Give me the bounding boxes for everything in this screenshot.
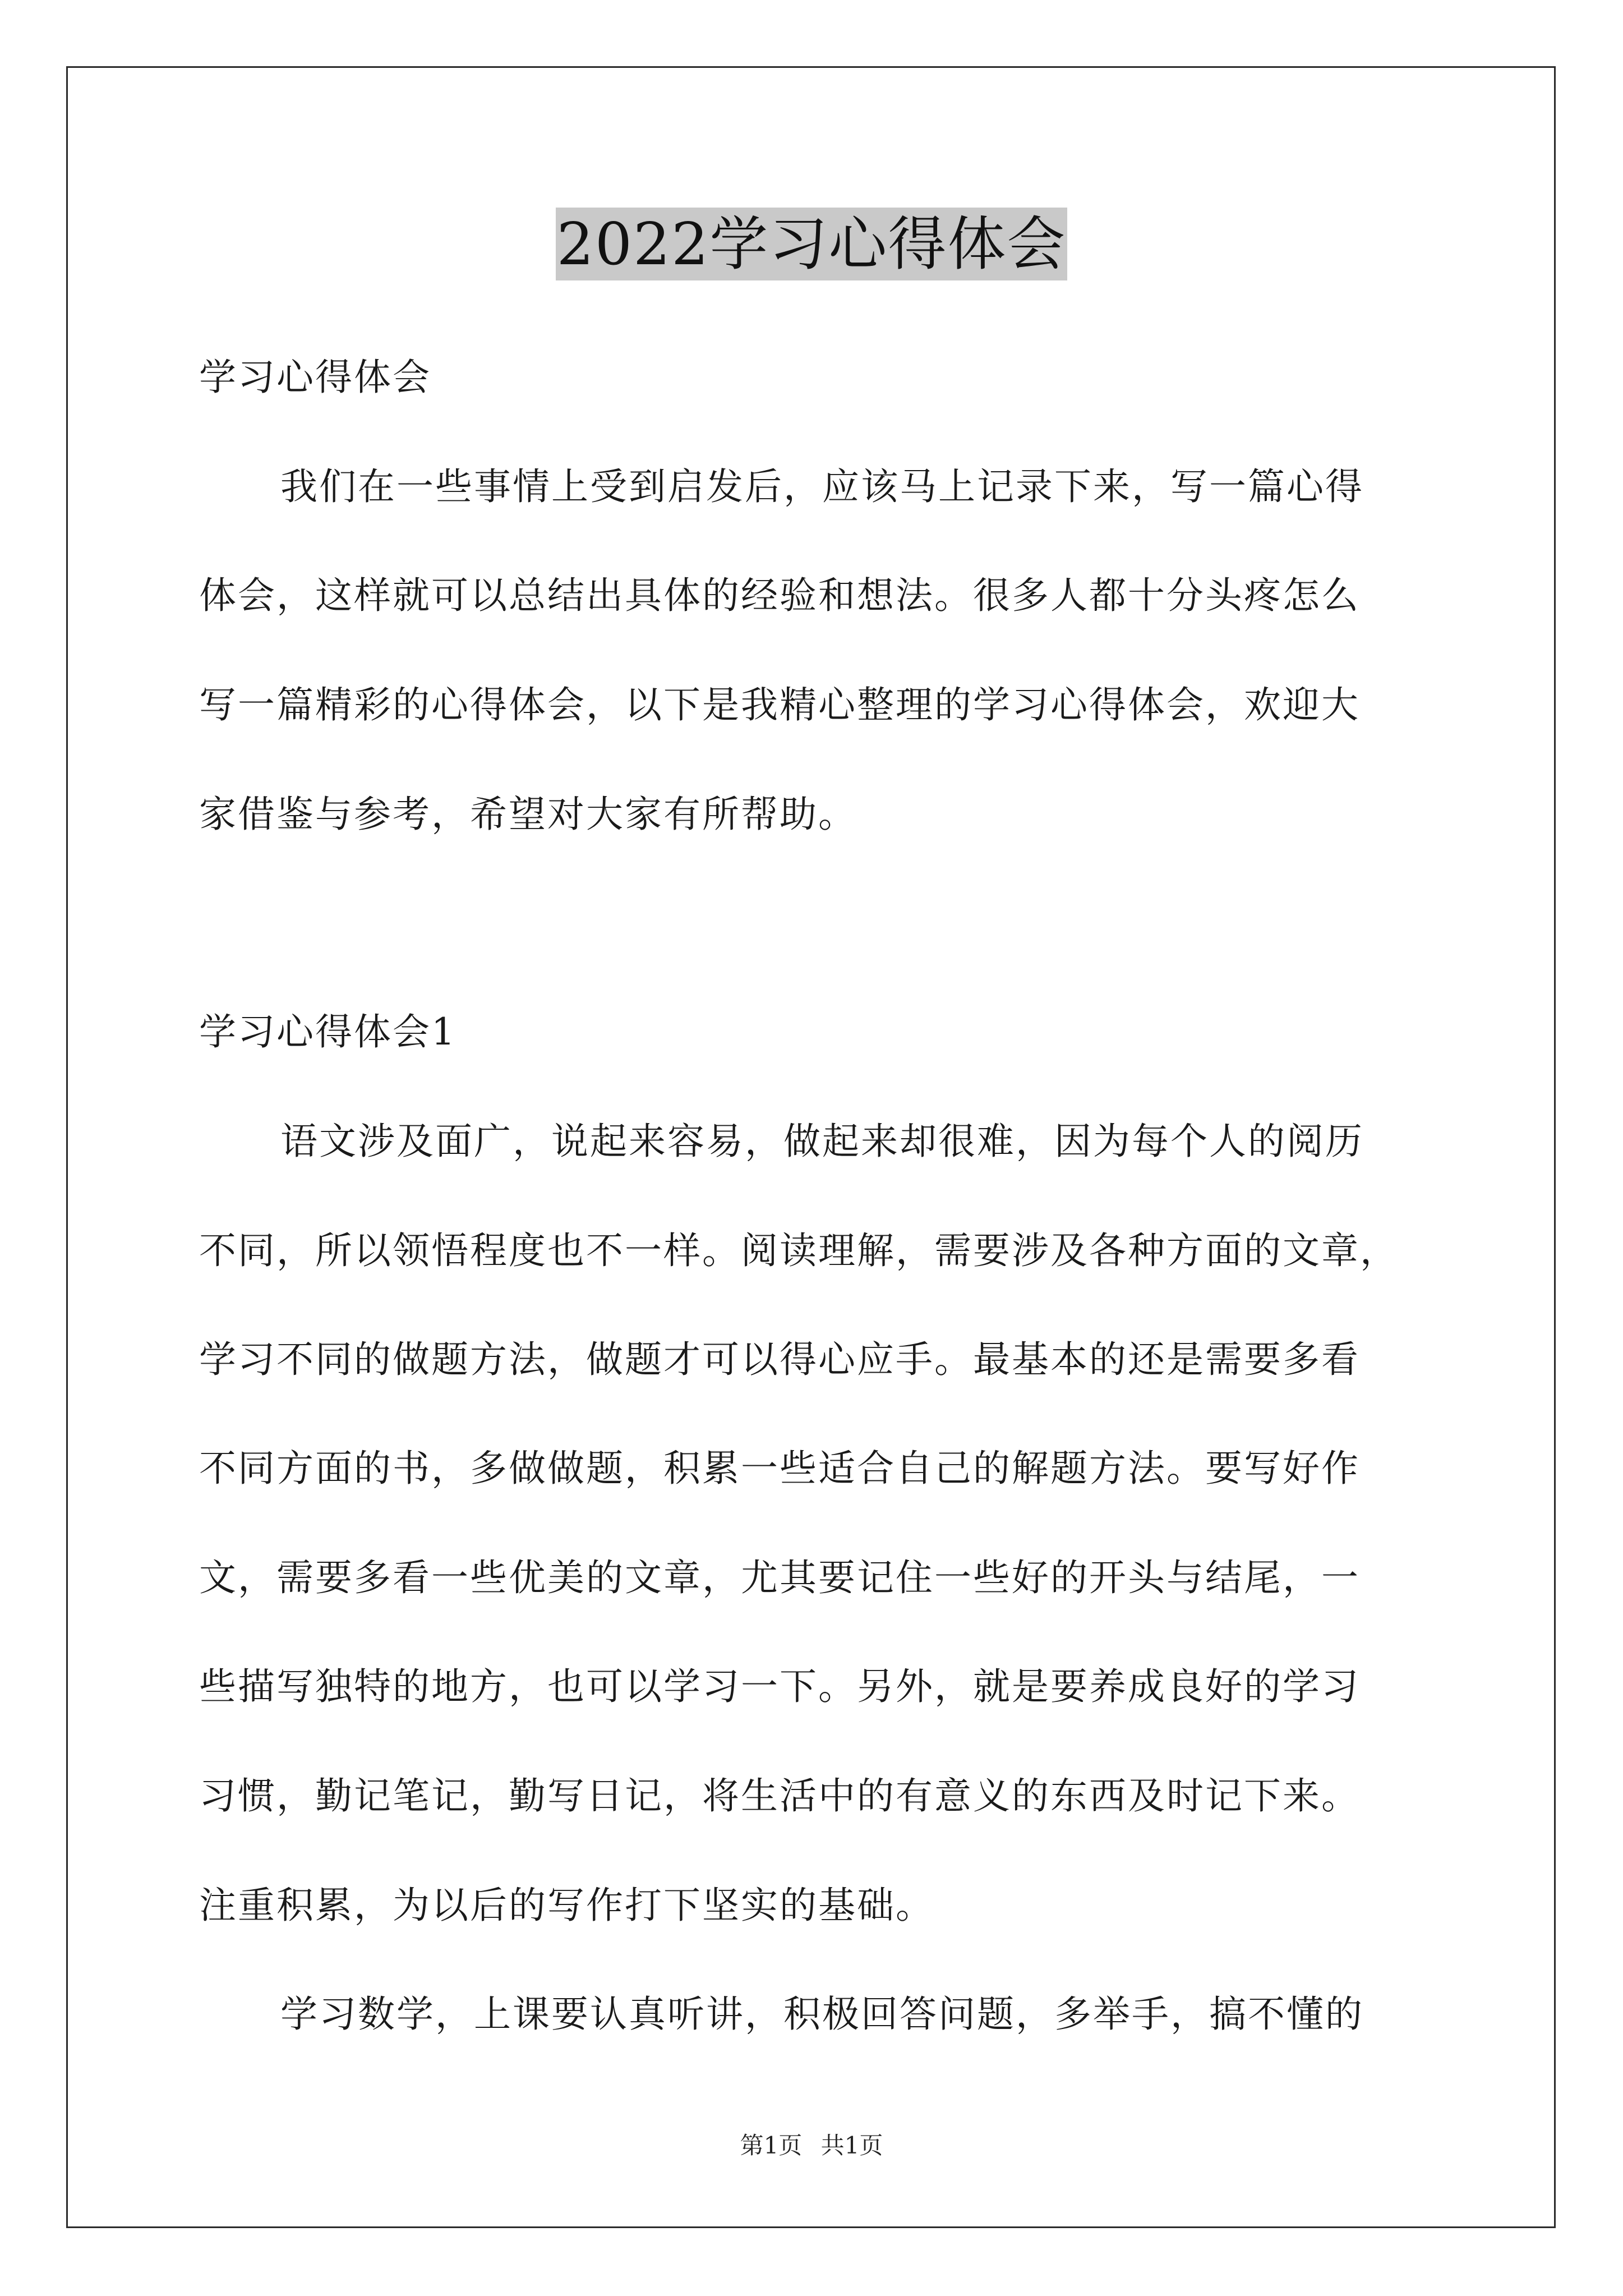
paragraph-line: 写一篇精彩的心得体会，以下是我精心整理的学习心得体会，欢迎大 bbox=[199, 683, 1360, 726]
paragraph-line: 学习数学，上课要认真听讲，积极回答问题，多举手，搞不懂的 bbox=[280, 1993, 1364, 2036]
paragraph-line: 习惯，勤记笔记，勤写日记，将生活中的有意义的东西及时记下来。 bbox=[199, 1774, 1360, 1818]
paragraph-line: 文，需要多看一些优美的文章，尤其要记住一些好的开头与结尾，一 bbox=[199, 1556, 1360, 1599]
page-footer bbox=[0, 2129, 1623, 2162]
paragraph-line: 不同，所以领悟程度也不一样。阅读理解，需要涉及各种方面的文章， bbox=[199, 1229, 1399, 1272]
paragraph-line: 家借鉴与参考，希望对大家有所帮助。 bbox=[199, 793, 857, 836]
paragraph-line: 体会，这样就可以总结出具体的经验和想法。很多人都十分头疼怎么 bbox=[199, 574, 1360, 617]
paragraph-line: 注重积累，为以后的写作打下坚实的基础。 bbox=[199, 1884, 934, 1927]
paragraph-line: 不同方面的书，多做做题，积累一些适合自己的解题方法。要写好作 bbox=[199, 1447, 1360, 1490]
page-total: 共1页 bbox=[820, 2132, 883, 2159]
paragraph-line: 语文涉及面广，说起来容易，做起来却很难，因为每个人的阅历 bbox=[280, 1120, 1364, 1163]
section-heading: 学习心得体会1 bbox=[199, 1010, 457, 1053]
paragraph-line: 我们在一些事情上受到启发后，应该马上记录下来，写一篇心得 bbox=[280, 465, 1364, 508]
page-number: 第1页 bbox=[740, 2132, 803, 2159]
title-container bbox=[0, 208, 1623, 280]
paragraph-line: 学习不同的做题方法，做题才可以得心应手。最基本的还是需要多看 bbox=[199, 1338, 1360, 1381]
document-title: 2022学习心得体会 bbox=[556, 208, 1068, 280]
paragraph-line: 些描写独特的地方，也可以学习一下。另外，就是要养成良好的学习 bbox=[199, 1665, 1360, 1708]
section-heading: 学习心得体会 bbox=[199, 356, 431, 399]
